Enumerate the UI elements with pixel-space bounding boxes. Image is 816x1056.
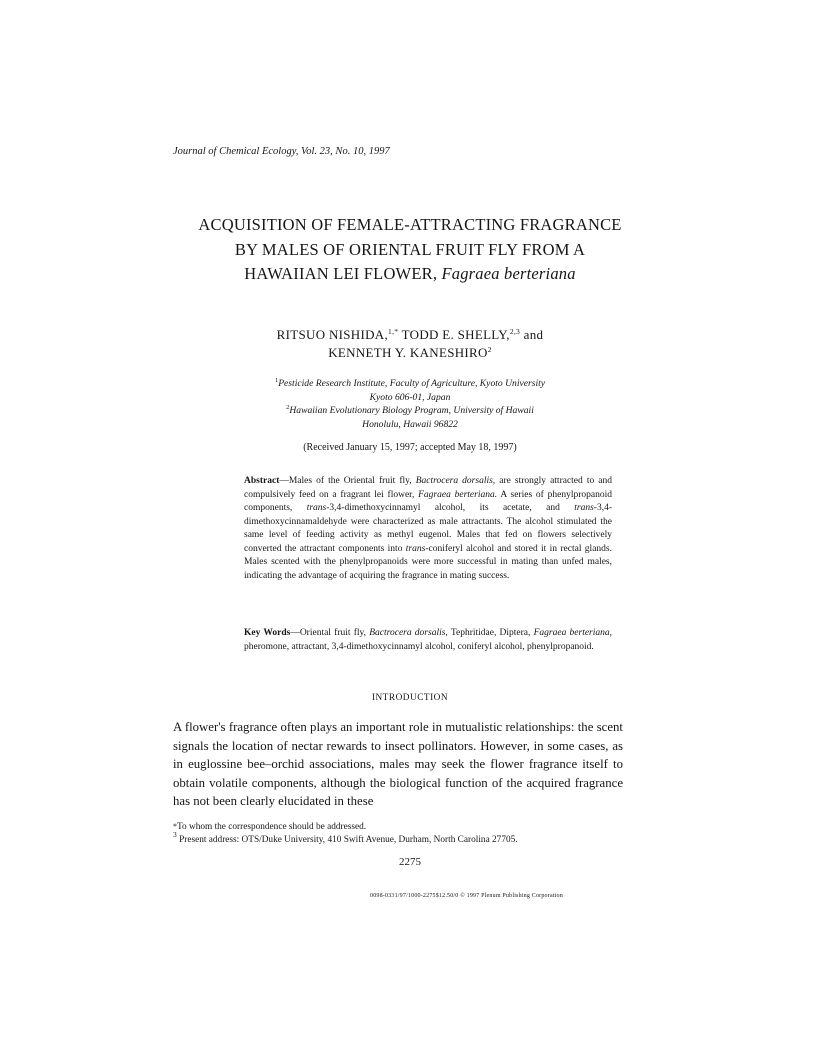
footnote-2-symbol: 3 bbox=[173, 829, 177, 839]
affiliation-1-line-2: Kyoto 606-01, Japan bbox=[369, 391, 451, 403]
author-line-2 bbox=[150, 344, 670, 362]
author-3-marker: 2 bbox=[487, 345, 492, 354]
affiliations bbox=[150, 377, 670, 431]
received-dates: (Received January 15, 1997; accepted May 18, 1997) bbox=[303, 442, 517, 453]
abstract-chem-prefix-2: trans bbox=[574, 503, 594, 513]
keywords-species-1: Bactrocera dorsalis, bbox=[369, 628, 448, 638]
abstract-label: Abstract bbox=[244, 476, 280, 486]
author-3: KENNETH Y. KANESHIRO bbox=[328, 345, 488, 360]
journal-header: Journal of Chemical Ecology, Vol. 23, No. 10, 1997 bbox=[173, 146, 390, 157]
author-2: TODD E. SHELLY, bbox=[398, 327, 510, 342]
keywords-text-3: pheromone, attractant, 3,4-dimethoxycinnamyl alcohol, coniferyl alcohol, phenylpropanoid. bbox=[244, 641, 594, 652]
abstract-species-1: Bactrocera dorsalis, bbox=[415, 476, 496, 486]
author-conjunction: and bbox=[520, 327, 544, 342]
affiliation-2-marker: 2 bbox=[286, 404, 290, 411]
title-line-3 bbox=[150, 262, 670, 287]
author-1: RITSUO NISHIDA, bbox=[276, 327, 389, 342]
footnotes bbox=[173, 821, 633, 846]
author-line-1 bbox=[150, 326, 670, 344]
keywords-species-2: Fagraea berteriana, bbox=[533, 628, 613, 638]
title-line-2: BY MALES OF ORIENTAL FRUIT FLY FROM A bbox=[234, 239, 586, 259]
affiliation-2-line-1 bbox=[150, 404, 670, 418]
author-2-marker: 2,3 bbox=[509, 327, 521, 336]
abstract-text-6: -coniferyl alcohol and stored it in rectal glands. Males scented with the phenylpropanoids were more successful in mating than unfed males, indicating the advantage of acquiring the fragrance in mating success. bbox=[244, 543, 612, 581]
abstract-species-2: Fagraea berteriana. bbox=[418, 489, 498, 500]
affiliation-2-line-2: Honolulu, Hawaii 96822 bbox=[362, 418, 458, 430]
affiliation-2-name: Hawaiian Evolutionary Biology Program, University of Hawaii bbox=[289, 405, 534, 416]
title-line-3-prefix: HAWAIIAN LEI FLOWER, bbox=[244, 264, 442, 283]
abstract-chem-prefix-1: trans bbox=[306, 503, 327, 513]
keywords-text-2: Tephritidae, Diptera, bbox=[447, 628, 534, 638]
abstract-chem-prefix-3: trans bbox=[405, 543, 426, 554]
title-species-name: Fagraea berteriana bbox=[441, 264, 576, 283]
abstract-text-5: -3,4-dimethoxycinnamaldehyde were characterized as male attractants. The alcohol stimulated the same level of feeding activity as methyl eugenol. Males that fed on flowers selectively converted the attractant components into bbox=[244, 503, 612, 554]
author-list bbox=[150, 326, 670, 362]
section-heading-introduction: INTRODUCTION bbox=[371, 693, 449, 703]
page-number: 2275 bbox=[399, 856, 421, 868]
keywords-text-1: —Oriental fruit fly, bbox=[290, 628, 370, 638]
affiliation-1-name: Pesticide Research Institute, Faculty of Agriculture, Kyoto University bbox=[278, 378, 546, 389]
footnote-2 bbox=[173, 829, 633, 847]
keywords bbox=[244, 627, 612, 654]
article-title bbox=[150, 213, 670, 287]
footnote-1 bbox=[173, 821, 633, 834]
abstract-text-2: are strongly attracted to and compulsively feed on a fragrant lei flower, bbox=[244, 476, 612, 500]
copyright-line: 0098-0331/97/1000-2275$12.50/0 © 1997 Plenum Publishing Corporation bbox=[370, 893, 563, 899]
footnote-1-text: To whom the correspondence should be addressed. bbox=[177, 822, 367, 832]
footnote-2-text: Present address: OTS/Duke University, 410 Swift Avenue, Durham, North Carolina 27705. bbox=[176, 834, 518, 845]
keywords-label: Key Words bbox=[244, 628, 291, 638]
abstract-text-4: -3,4-dimethoxycinnamyl alcohol, its acetate, and bbox=[326, 503, 575, 513]
affiliation-1-marker: 1 bbox=[274, 377, 279, 384]
abstract-text-3: A series of phenylpropanoid components, bbox=[244, 489, 613, 513]
introduction-paragraph: A flower's fragrance often plays an important role in mutualistic relationships: the scent signals the location of nectar rewards to insect pollinators. However, in some cases, as in euglossine bee–orchid associations, males may seek the flower fragrance itself to obtain volatile components, although the biological function of the acquired fragrance has not been clearly elucidated in these bbox=[173, 720, 623, 808]
affiliation-1-line-1 bbox=[150, 377, 670, 391]
author-1-marker: 1,* bbox=[388, 327, 399, 336]
abstract bbox=[244, 475, 612, 583]
title-line-1: ACQUISITION OF FEMALE-ATTRACTING FRAGRANCE bbox=[198, 215, 622, 234]
abstract-text-1: —Males of the Oriental fruit fly, bbox=[279, 476, 416, 486]
footnote-1-symbol: * bbox=[173, 822, 177, 831]
